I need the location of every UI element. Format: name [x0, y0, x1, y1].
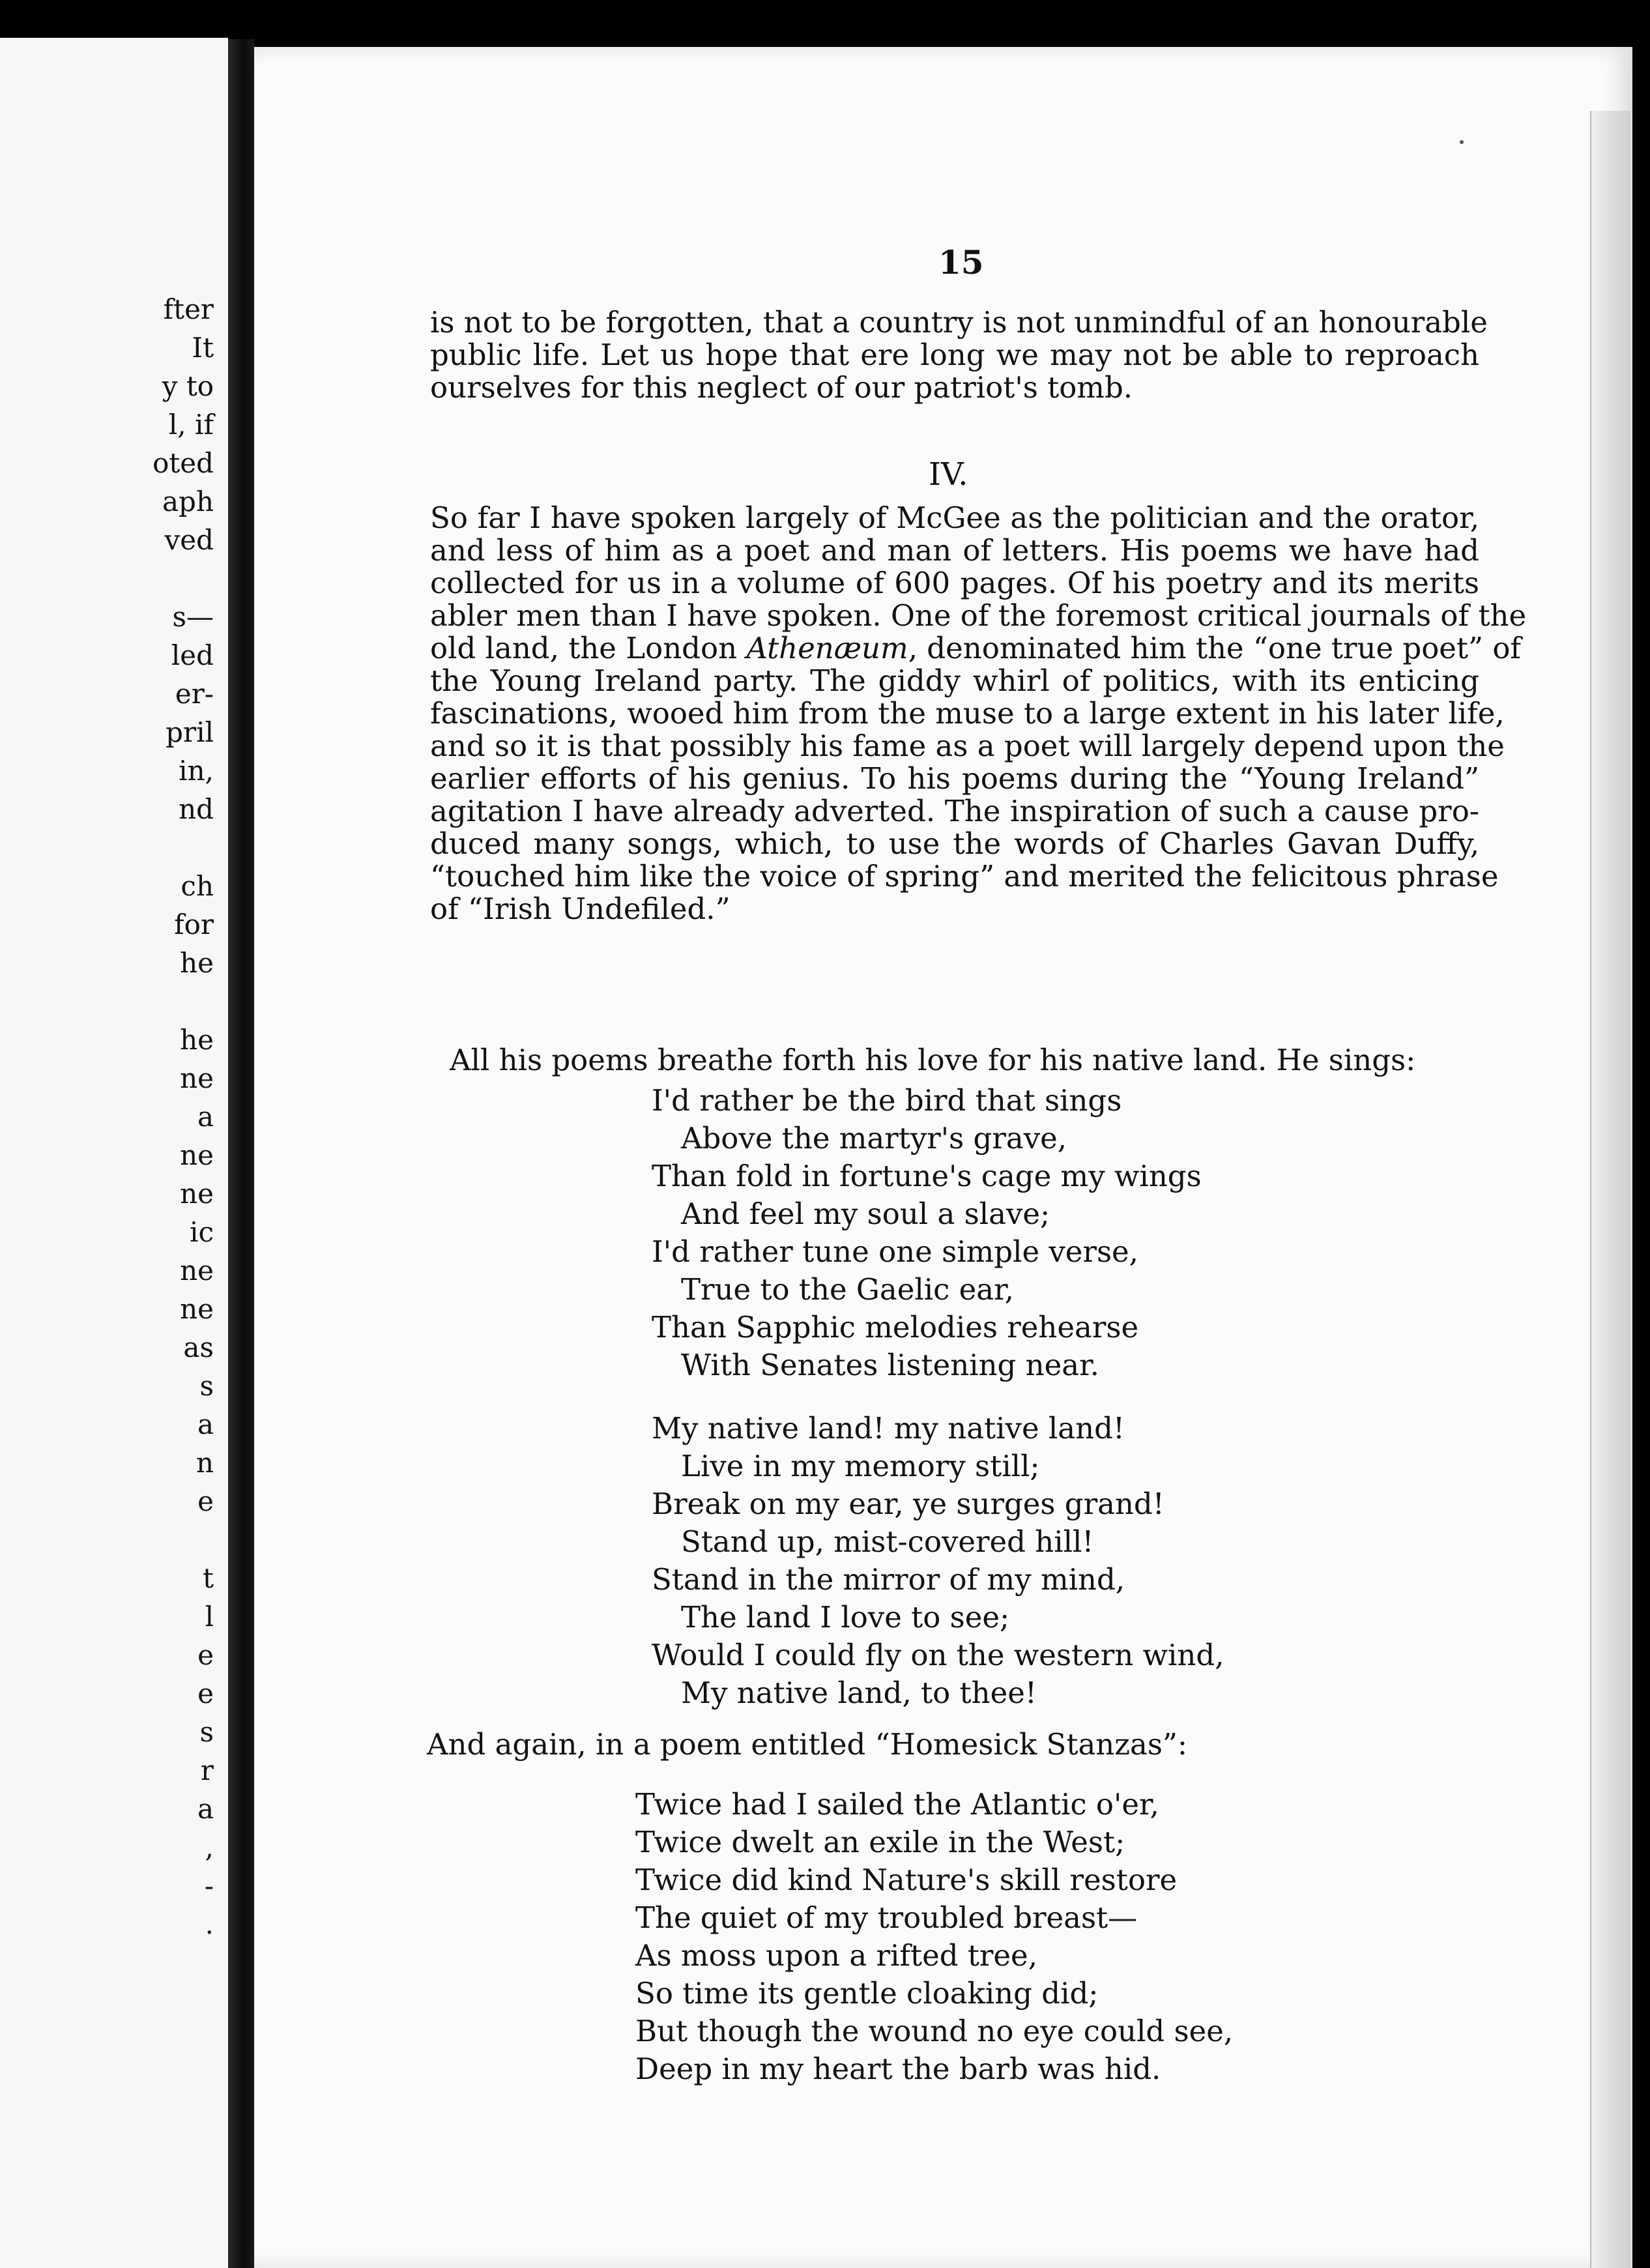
facing-page-fragment: s [199, 1716, 214, 1748]
facing-page-fragment: s [199, 1370, 214, 1402]
verse-line: Than Sapphic melodies rehearse [652, 1310, 1139, 1345]
facing-page-fragment: ic [190, 1216, 214, 1248]
facing-page-fragment: . [205, 1908, 214, 1940]
facing-page-fragment: nd [179, 793, 214, 825]
facing-page-fragment: e [197, 1485, 214, 1517]
text-line: fascinations, wooed him from the muse to a large extent in his later life, [430, 696, 1505, 731]
poem-stanza-homesick [635, 1786, 1233, 2088]
facing-page-fragment [152, 559, 214, 598]
verse-line: Stand in the mirror of my mind, [652, 1562, 1125, 1597]
facing-page-fragment: l, if [168, 409, 214, 441]
facing-page-fragment: ne [180, 1178, 214, 1210]
text-line: and less of him as a poet and man of letters. His poems we have had [430, 533, 1479, 568]
verse-line: I'd rather be the bird that sings [652, 1083, 1122, 1118]
facing-page-fragment: It [192, 332, 214, 364]
facing-page-fragment: aph [162, 486, 214, 517]
verse-line: My native land, to thee! [681, 1676, 1037, 1710]
facing-page-fragment: ne [180, 1255, 214, 1287]
text-line: abler men than I have spoken. One of the foremost critical journals of the [430, 598, 1527, 633]
facing-page-fragment: oted [152, 447, 214, 479]
facing-page-fragment: s— [172, 601, 214, 633]
text-line: public life. Let us hope that ere long we may not be able to reproach [430, 338, 1479, 372]
facing-page-fragment: ch [181, 870, 214, 902]
verse-line: With Senates listening near. [681, 1348, 1099, 1382]
verse-line: Than fold in fortune's cage my wings [652, 1159, 1202, 1193]
text-line: duced many songs, which, to use the words of Charles Gavan Duffy, [430, 826, 1479, 861]
facing-page-fragment: n [195, 1447, 214, 1479]
paragraph-continued [430, 305, 1488, 405]
facing-page-fragment: he [180, 1024, 214, 1056]
verse-line: Above the martyr's grave, [681, 1121, 1067, 1156]
poem-intro-line: All his poems breathe forth his love for his native land. He sings: [450, 1043, 1416, 1077]
verse-line: Stand up, mist-covered hill! [681, 1524, 1094, 1559]
verse-line: My native land! my native land! [652, 1411, 1125, 1446]
text-line: is not to be forgotten, that a country is not unmindful of an honourable [430, 305, 1488, 340]
verse-line: Deep in my heart the barb was hid. [635, 2052, 1161, 2086]
facing-page-fragment: a [197, 1408, 214, 1440]
text-line: old land, the London Athenæum, denominated him the “one true poet” of [430, 631, 1522, 665]
text-line: ourselves for this neglect of our patriot's tomb. [430, 370, 1133, 405]
facing-page-fragment [152, 982, 214, 1021]
facing-page-fragment: er- [175, 678, 214, 710]
verse-line: The land I love to see; [681, 1600, 1010, 1635]
facing-page-fragment: , [205, 1831, 214, 1863]
verse-line: The quiet of my troubled breast— [635, 1900, 1138, 1935]
text-line: “touched him like the voice of spring” and merited the felicitous phrase [430, 859, 1499, 894]
facing-page-fragment [152, 1520, 214, 1559]
section-heading-numeral: IV. [929, 456, 968, 493]
facing-page-fragment: in, [179, 755, 214, 787]
facing-page-fragment: l [205, 1601, 214, 1633]
text-line: the Young Ireland party. The giddy whirl of politics, with its enticing [430, 663, 1479, 698]
book-gutter-shadow [228, 39, 254, 2268]
text-line: and so it is that possibly his fame as a poet will largely depend upon the [430, 729, 1505, 763]
journal-title: Athenæum [746, 631, 908, 665]
page-stack-edge [1590, 111, 1630, 2268]
facing-page-fragment: a [197, 1793, 214, 1825]
facing-page-fragment: ne [180, 1062, 214, 1094]
scan-speck [1460, 140, 1464, 144]
facing-page-fragment: a [197, 1101, 214, 1133]
facing-page-fragment: fter [163, 293, 214, 325]
verse-line: As moss upon a rifted tree, [635, 1938, 1037, 1973]
facing-page-fragment: as [183, 1331, 214, 1363]
facing-page-fragment: - [204, 1870, 214, 1902]
verse-line: And feel my soul a slave; [681, 1197, 1050, 1231]
paragraph-section-iv [430, 501, 1527, 926]
facing-page-fragment: ne [180, 1139, 214, 1171]
verse-line: Live in my memory still; [681, 1449, 1040, 1483]
facing-page-fragment: e [197, 1639, 214, 1671]
verse-line: Twice did kind Nature's skill restore [635, 1863, 1178, 1897]
verse-line: True to the Gaelic ear, [681, 1272, 1014, 1307]
poem-intro-line-homesick: And again, in a poem entitled “Homesick Stanzas”: [427, 1727, 1188, 1762]
facing-page-fragment: for [174, 909, 214, 940]
text-line: earlier efforts of his genius. To his poems during the “Young Ireland” [430, 761, 1479, 796]
verse-line: Would I could fly on the western wind, [652, 1638, 1224, 1672]
poem-stanza-1 [652, 1082, 1202, 1384]
verse-line: Twice had I sailed the Atlantic o'er, [635, 1787, 1159, 1822]
text-line: of “Irish Undefiled.” [430, 892, 731, 926]
verse-line: I'd rather tune one simple verse, [652, 1234, 1138, 1269]
facing-page-fragment: ved [164, 524, 214, 556]
verse-line: Break on my ear, ye surges grand! [652, 1487, 1165, 1521]
facing-page-fragment: r [200, 1754, 214, 1786]
facing-page-fragment: ne [180, 1293, 214, 1325]
facing-page-fragment: led [171, 639, 214, 671]
text-line: collected for us in a volume of 600 pages. Of his poetry and its merits [430, 566, 1479, 600]
verse-line: But though the wound no eye could see, [635, 2014, 1234, 2048]
facing-page-fragment [152, 828, 214, 867]
facing-page-left [0, 38, 228, 2268]
facing-page-fragment: e [197, 1678, 214, 1709]
poem-stanza-2 [652, 1410, 1224, 1712]
page-number: 15 [938, 243, 984, 282]
text-line: agitation I have already adverted. The inspiration of such a cause pro- [430, 794, 1479, 828]
verse-line: So time its gentle cloaking did; [635, 1976, 1099, 2011]
facing-page-text-fragments [152, 290, 214, 1943]
facing-page-fragment: y to [162, 370, 214, 402]
verse-line: Twice dwelt an exile in the West; [635, 1825, 1125, 1859]
text-line: So far I have spoken largely of McGee as the politician and the orator, [430, 501, 1479, 535]
facing-page-fragment: he [180, 947, 214, 979]
facing-page-fragment: t [203, 1562, 214, 1594]
facing-page-fragment: pril [166, 716, 214, 748]
